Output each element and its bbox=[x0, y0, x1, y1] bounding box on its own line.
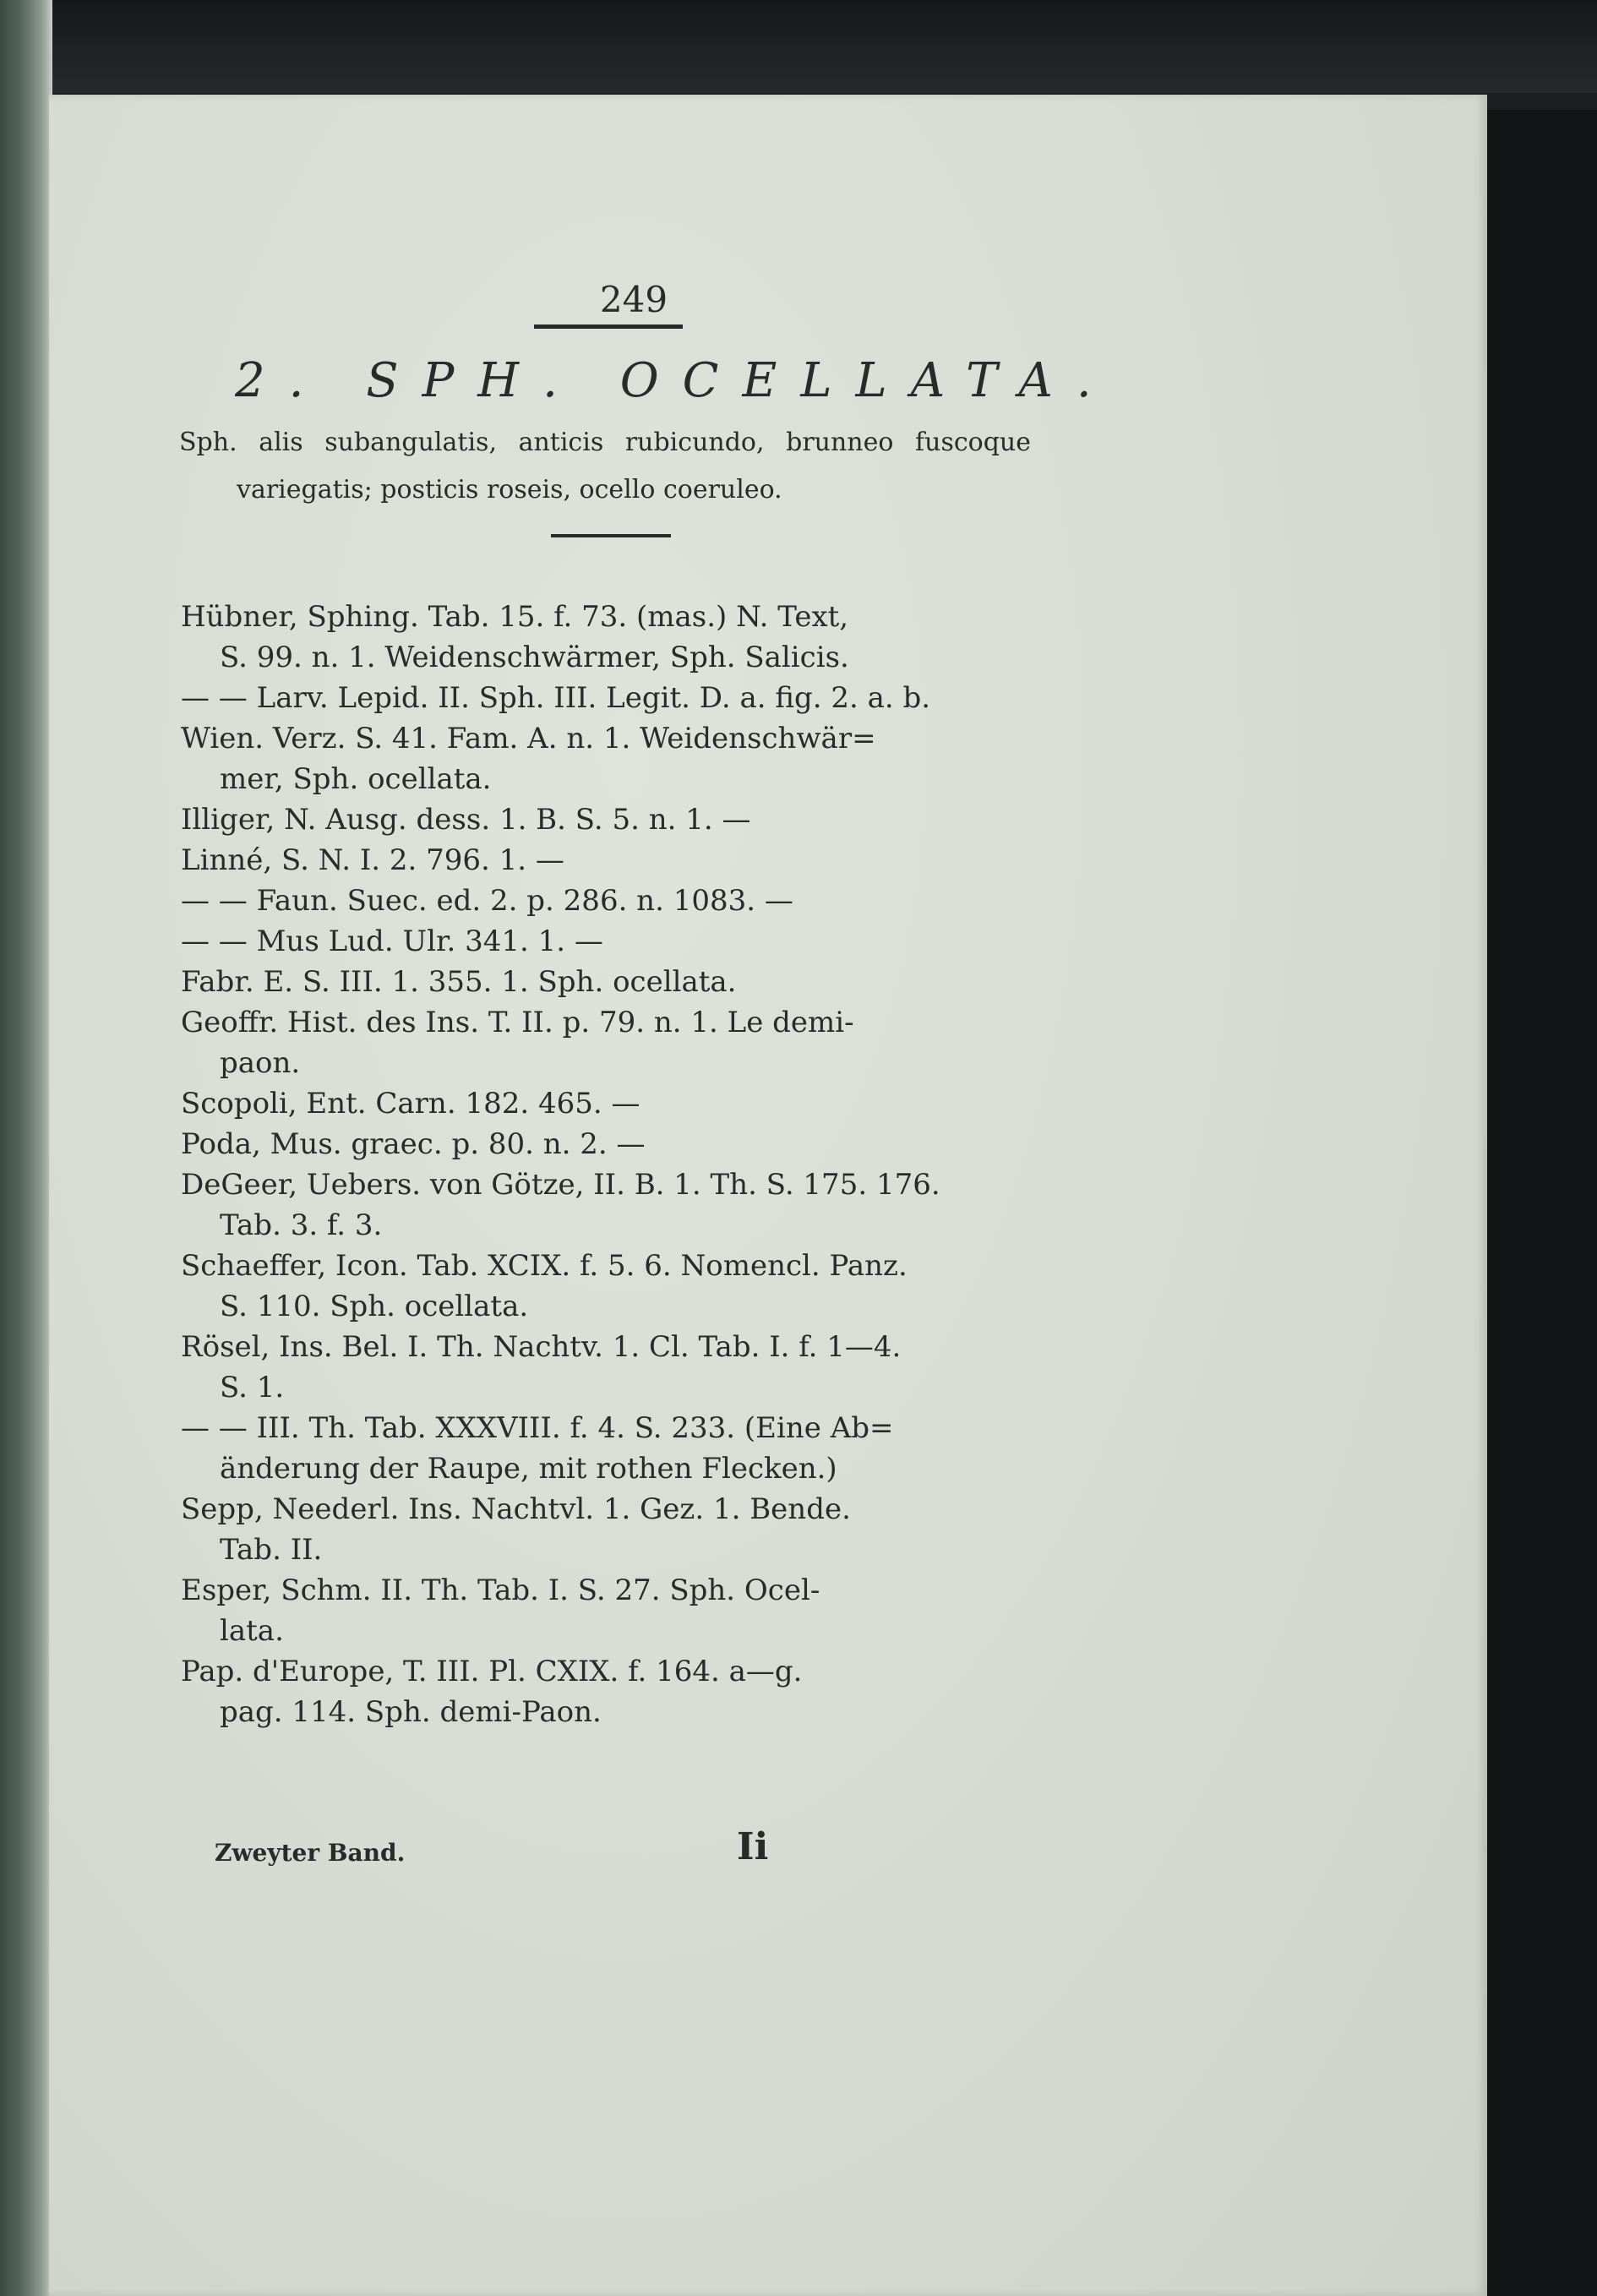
reference-line: Rösel, Ins. Bel. I. Th. Nachtv. 1. Cl. Tab. I. f. 1—4. bbox=[181, 1330, 902, 1364]
scan-background-left bbox=[0, 0, 52, 2296]
reference-line: Esper, Schm. II. Th. Tab. I. S. 27. Sph. Ocel- bbox=[181, 1573, 820, 1607]
signature-mark: Zweyter Band. bbox=[215, 1839, 406, 1867]
reference-line: Tab. 3. f. 3. bbox=[220, 1208, 383, 1242]
reference-line: Wien. Verz. S. 41. Fam. A. n. 1. Weidenschwär= bbox=[181, 722, 876, 755]
description-line-2: variegatis; posticis roseis, ocello coeruleo. bbox=[237, 475, 782, 504]
species-description bbox=[179, 419, 1031, 514]
reference-line: — — Faun. Suec. ed. 2. p. 286. n. 1083. — bbox=[181, 884, 793, 918]
reference-list bbox=[181, 597, 1043, 1732]
scan-background-top bbox=[0, 0, 1597, 93]
reference-line: Hübner, Sphing. Tab. 15. f. 73. (mas.) N. Text, bbox=[181, 600, 849, 634]
reference-line: — — Mus Lud. Ulr. 341. 1. — bbox=[181, 924, 603, 958]
reference-line: S. 1. bbox=[220, 1371, 285, 1404]
description-line-1: Sph. alis subangulatis, anticis rubicundo, brunneo fuscoque bbox=[179, 428, 1031, 457]
reference-line: lata. bbox=[220, 1614, 284, 1648]
reference-line: Poda, Mus. graec. p. 80. n. 2. — bbox=[181, 1127, 646, 1161]
catchword: Ii bbox=[737, 1825, 769, 1868]
page-number-rule bbox=[534, 324, 683, 329]
reference-line: — — Larv. Lepid. II. Sph. III. Legit. D. a. fig. 2. a. b. bbox=[181, 681, 931, 715]
reference-line: pag. 114. Sph. demi-Paon. bbox=[220, 1695, 602, 1729]
reference-line: Pap. d'Europe, T. III. Pl. CXIX. f. 164. a—g. bbox=[181, 1655, 803, 1688]
reference-line: Geoffr. Hist. des Ins. T. II. p. 79. n. 1. Le demi- bbox=[181, 1006, 854, 1039]
reference-line: DeGeer, Uebers. von Götze, II. B. 1. Th. S. 175. 176. bbox=[181, 1168, 940, 1202]
section-rule bbox=[551, 534, 671, 537]
reference-line: — — III. Th. Tab. XXXVIII. f. 4. S. 233. (Eine Ab= bbox=[181, 1411, 894, 1445]
scan-background-right bbox=[1487, 110, 1597, 2296]
species-heading: 2. SPH. OCELLATA. bbox=[235, 353, 1115, 408]
reference-line: Tab. II. bbox=[220, 1533, 323, 1567]
reference-line: Sepp, Neederl. Ins. Nachtvl. 1. Gez. 1. Bende. bbox=[181, 1492, 851, 1526]
page-number: 249 bbox=[599, 279, 668, 320]
reference-line: S. 99. n. 1. Weidenschwärmer, Sph. Salicis. bbox=[220, 641, 849, 674]
reference-line: Illiger, N. Ausg. dess. 1. B. S. 5. n. 1. — bbox=[181, 803, 751, 837]
reference-line: Scopoli, Ent. Carn. 182. 465. — bbox=[181, 1087, 640, 1121]
reference-line: Linné, S. N. I. 2. 796. 1. — bbox=[181, 843, 564, 877]
reference-line: Schaeffer, Icon. Tab. XCIX. f. 5. 6. Nomencl. Panz. bbox=[181, 1249, 908, 1283]
reference-line: Fabr. E. S. III. 1. 355. 1. Sph. ocellata. bbox=[181, 965, 737, 999]
reference-line: paon. bbox=[220, 1046, 301, 1080]
reference-line: S. 110. Sph. ocellata. bbox=[220, 1290, 529, 1323]
reference-line: änderung der Raupe, mit rothen Flecken.) bbox=[220, 1452, 837, 1486]
reference-line: mer, Sph. ocellata. bbox=[220, 762, 492, 796]
